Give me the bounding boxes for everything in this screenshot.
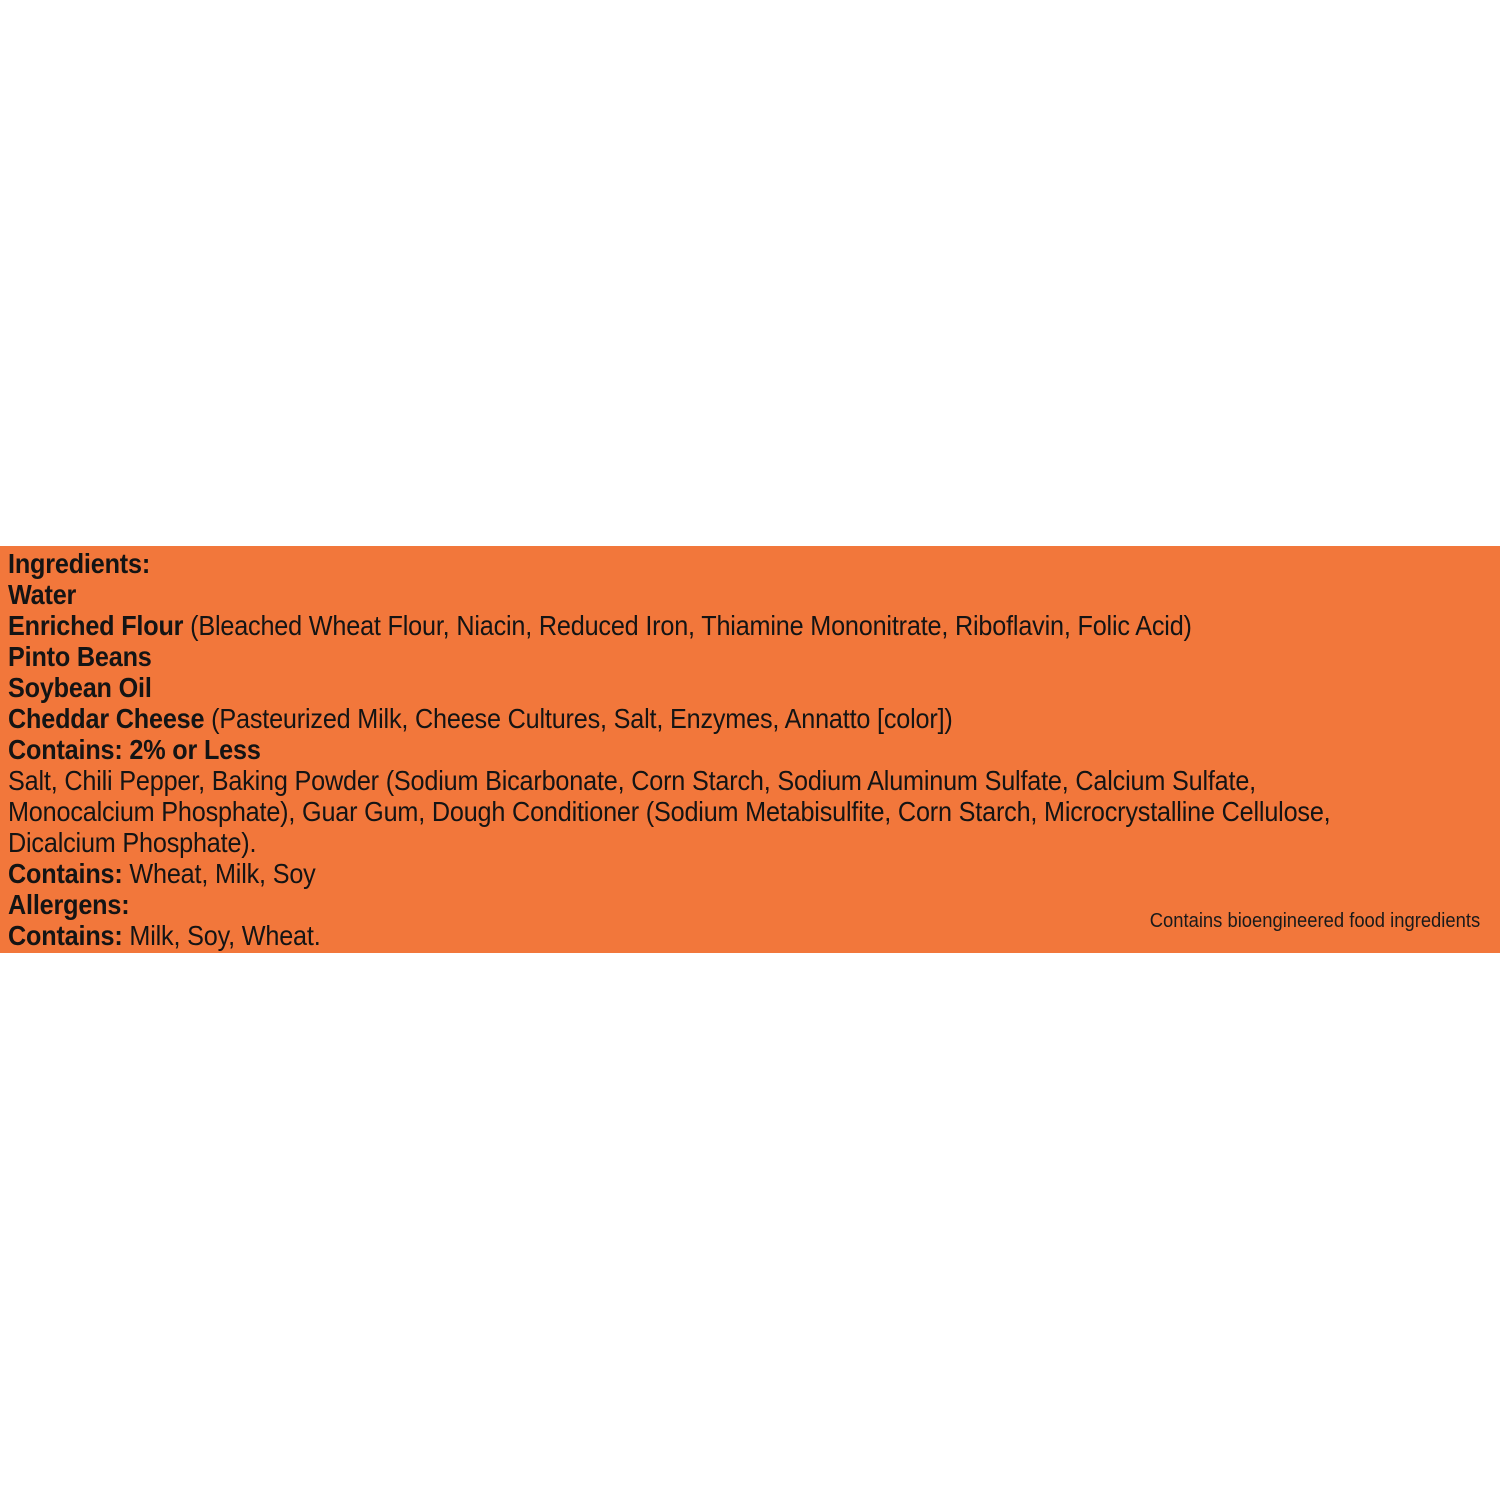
ingredient-line-pinto-beans	[8, 641, 1351, 672]
contains-2-percent-heading: Contains: 2% or Less	[8, 734, 261, 765]
ingredient-line-cheddar-cheese	[8, 703, 1351, 734]
ingredient-name: Water	[8, 579, 77, 610]
minor-ingredients-line-3	[8, 827, 1351, 858]
ingredient-name: Soybean Oil	[8, 672, 152, 703]
ingredients-text-block	[8, 548, 1500, 951]
contains-2-percent-heading-line	[8, 734, 1351, 765]
contains-value: Milk, Soy, Wheat.	[122, 920, 321, 951]
bioengineered-note: Contains bioengineered food ingredients	[1149, 910, 1480, 932]
contains-label: Contains:	[8, 920, 123, 951]
ingredient-line-enriched-flour	[8, 610, 1351, 641]
ingredient-name: Pinto Beans	[8, 641, 152, 672]
ingredient-detail: Dicalcium Phosphate).	[8, 827, 257, 858]
contains-value: Wheat, Milk, Soy	[122, 858, 316, 889]
contains-label: Contains:	[8, 858, 123, 889]
minor-ingredients-line-2	[8, 796, 1351, 827]
ingredient-detail: Monocalcium Phosphate), Guar Gum, Dough Conditioner (Sodium Metabisulfite, Corn Starch, Microcrystalline Cellulose,	[8, 796, 1331, 827]
ingredients-heading: Ingredients:	[8, 548, 151, 579]
contains-allergens-line	[8, 858, 1351, 889]
ingredient-detail: (Pasteurized Milk, Cheese Cultures, Salt, Enzymes, Annatto [color])	[204, 703, 953, 734]
ingredients-label-panel	[0, 546, 1500, 953]
ingredient-name: Enriched Flour	[8, 610, 184, 641]
allergens-heading: Allergens:	[8, 889, 130, 920]
ingredient-detail: (Bleached Wheat Flour, Niacin, Reduced Iron, Thiamine Mononitrate, Riboflavin, Folic Acid)	[183, 610, 1192, 641]
minor-ingredients-line-1	[8, 765, 1351, 796]
ingredient-line-soybean-oil	[8, 672, 1351, 703]
ingredient-name: Cheddar Cheese	[8, 703, 205, 734]
ingredient-line-water	[8, 579, 1351, 610]
ingredient-detail: Salt, Chili Pepper, Baking Powder (Sodium Bicarbonate, Corn Starch, Sodium Aluminum Sulfate, Calcium Sulfate,	[8, 765, 1257, 796]
ingredients-heading-line	[8, 548, 1351, 579]
